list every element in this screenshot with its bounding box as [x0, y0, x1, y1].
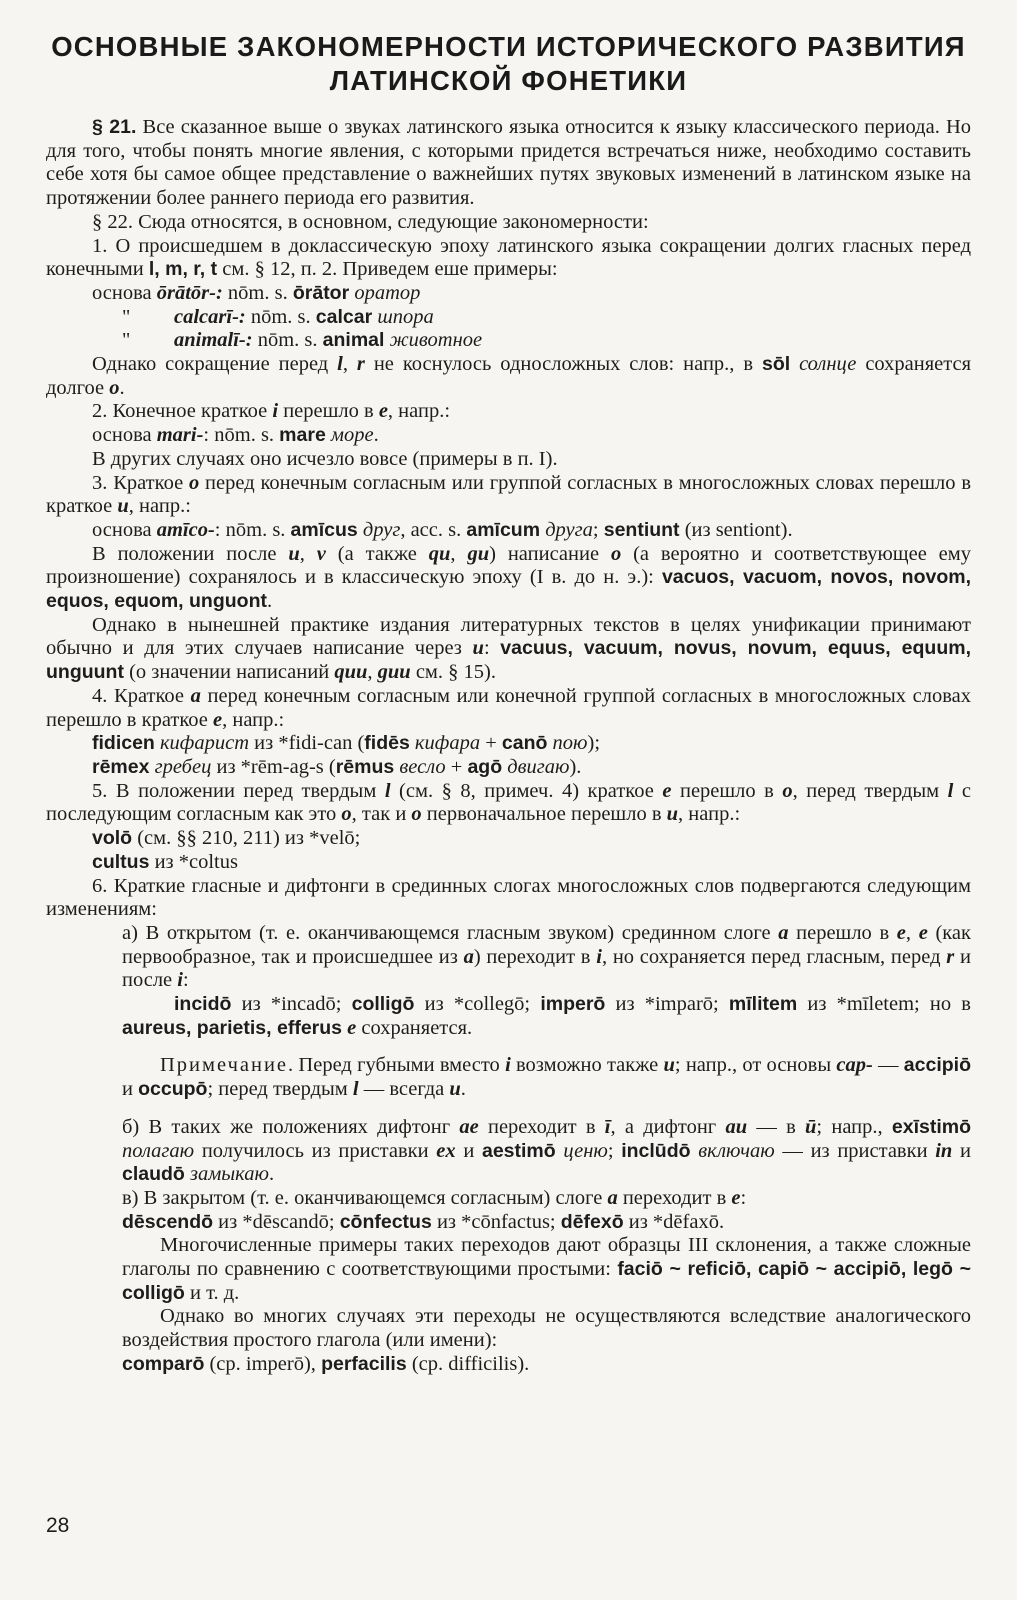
- text-run: (о значении написаний: [123, 661, 335, 684]
- text-run: amīcus: [290, 518, 358, 541]
- text-run: l: [337, 353, 343, 376]
- text-run: друг: [357, 518, 401, 541]
- text-run: agō: [467, 755, 503, 778]
- text-run: e: [731, 1186, 741, 1209]
- text-run: — всегда: [358, 1078, 450, 1101]
- text-run: сохраняется.: [356, 1016, 473, 1039]
- rule-6: [46, 875, 971, 922]
- text-run: море: [325, 424, 374, 447]
- text-run: (ср. difficilis).: [406, 1352, 530, 1375]
- text-run: fidēs: [364, 732, 410, 755]
- text-run: включаю: [690, 1139, 775, 1162]
- text-run: кифарист: [154, 732, 250, 755]
- text-run: incidō: [174, 993, 232, 1016]
- text-run: из *fidi-can (: [249, 732, 365, 755]
- rule-1: [46, 235, 971, 282]
- text-run: , напр.:: [387, 400, 451, 423]
- text-run: u: [449, 1078, 461, 1101]
- text-run: кифара: [409, 732, 481, 755]
- text-run: claudō: [122, 1163, 185, 1186]
- text-run: 1. О происшедшем в доклассическую эпоху латинского языка сокращении долгих гласных перед конечными: [46, 234, 971, 281]
- text-run: переходит в: [478, 1115, 605, 1138]
- text-run: aureus, parietis, efferus: [122, 1016, 343, 1039]
- title-line-1: ОСНОВНЫЕ ЗАКОНОМЕРНОСТИ ИСТОРИЧЕСКОГО РАЗВИТИЯ: [51, 31, 966, 62]
- text-run: ).: [569, 755, 582, 778]
- text-run: — в: [747, 1115, 806, 1138]
- text-run: (ср. imperō),: [204, 1352, 322, 1375]
- text-run: .: [460, 1078, 466, 1101]
- text-run: ,: [299, 542, 317, 565]
- text-run: ;: [607, 1139, 622, 1162]
- text-run: animalī-:: [174, 329, 253, 352]
- page-number: 28: [46, 1514, 70, 1537]
- text-run: mīlitem: [728, 993, 798, 1016]
- text-run: ,: [905, 921, 919, 944]
- text-run: и: [455, 1139, 482, 1162]
- rule-2-note: [46, 448, 971, 472]
- paragraph-s21: [46, 116, 971, 211]
- text-run: 6. Краткие гласные и дифтонги в срединных слогах многосложных слов подвергаются следующим изменениям:: [46, 874, 971, 921]
- text-run: возможно также: [510, 1054, 664, 1077]
- text-run: e: [347, 1016, 357, 1039]
- text-run: , acc. s.: [400, 518, 467, 541]
- text-run: ) переходит в: [473, 945, 597, 968]
- text-run: cōnfectus: [339, 1210, 432, 1233]
- text-run: canō: [501, 732, 548, 755]
- text-run: e: [378, 400, 388, 423]
- text-run: v: [316, 542, 326, 565]
- rule-6a-examples: [46, 993, 971, 1040]
- rule-6c: [46, 1187, 971, 1211]
- text-run: а) В открытом (т. е. оканчивающемся гласным звуком) срединном слоге: [122, 921, 779, 944]
- text-run: — из приставки: [774, 1139, 936, 1162]
- text-run: , напр.:: [128, 495, 191, 518]
- text-run: животное: [384, 329, 483, 352]
- text-run: quu: [334, 661, 368, 684]
- rule-6-para-exceptions: [46, 1305, 971, 1352]
- text-run: из *incadō;: [231, 993, 352, 1016]
- text-run: accipiō: [903, 1054, 971, 1077]
- text-run: ; напр.,: [816, 1115, 892, 1138]
- title-line-2: ЛАТИНСКОЙ ФОНЕТИКИ: [329, 65, 688, 96]
- text-run: nōm. s.: [245, 305, 316, 328]
- text-run: из *mīletem; но в: [797, 993, 971, 1016]
- text-run: o: [782, 779, 793, 802]
- rule-6c-examples: [46, 1211, 971, 1235]
- text-run: vacuus, vacuum, novus, novum, equus, equum, unguunt: [46, 637, 971, 684]
- text-run: l: [352, 1078, 359, 1101]
- text-run: dēscendō: [122, 1210, 214, 1233]
- text-run: u: [666, 803, 679, 826]
- text-run: l: [384, 779, 391, 802]
- text-run: ae: [459, 1115, 479, 1138]
- rule-3-para-2: [46, 543, 971, 614]
- text-run: оратор: [349, 281, 421, 304]
- text-run: a: [190, 684, 201, 707]
- text-run: inclūdō: [621, 1139, 691, 1162]
- rule-6-para-examples: [46, 1234, 971, 1305]
- text-run: первоначальное перешло в: [421, 803, 667, 826]
- text-run: см. § 15).: [410, 661, 496, 684]
- text-run: a: [607, 1186, 618, 1209]
- text-run: . Перед губными вместо: [288, 1054, 506, 1077]
- rule-3-para-3: [46, 614, 971, 685]
- text-run: +: [480, 732, 502, 755]
- text-run: из *imparō;: [605, 993, 729, 1016]
- text-run: l, m, r, t: [148, 258, 218, 281]
- text-run: перешло в: [671, 779, 783, 802]
- text-run: и т. д.: [184, 1281, 240, 1304]
- text-run: ū: [805, 1115, 817, 1138]
- text-run: и: [952, 1139, 971, 1162]
- text-run: +: [445, 755, 468, 778]
- text-run: mare: [279, 424, 326, 447]
- text-run: —: [872, 1054, 904, 1077]
- text-run: солнце: [790, 353, 857, 376]
- rule-6a: [46, 922, 971, 993]
- text-run: , напр.:: [678, 803, 741, 826]
- text-run: u: [117, 495, 129, 518]
- text-run: гребец: [149, 755, 212, 778]
- text-run: 2. Конечное краткое: [92, 400, 273, 423]
- text-run: e: [918, 921, 928, 944]
- text-run: основа: [92, 424, 157, 447]
- text-run: (см. § 8, примеч. 4) краткое: [390, 779, 663, 802]
- rule-4: [46, 685, 971, 732]
- text-run: : nōm. s.: [203, 424, 280, 447]
- text-run: из *cōnfactus;: [431, 1210, 561, 1233]
- text-run: б) В таких же положениях дифтонг: [122, 1115, 460, 1138]
- example-cultus: [46, 851, 971, 875]
- text-run: перешло в: [788, 921, 897, 944]
- text-run: , перед твердым: [792, 779, 948, 802]
- page-title: [46, 30, 971, 98]
- text-run: .: [268, 1163, 275, 1186]
- text-run: nōm. s.: [222, 281, 293, 304]
- text-run: e: [896, 921, 906, 944]
- page: [46, 30, 971, 1377]
- text-run: Многочисленные примеры таких переходов дают образцы III склонения, а также сложные глаголы по сравнению с соответствующими простыми:: [122, 1234, 971, 1281]
- text-run: весло: [394, 755, 446, 778]
- text-run: o: [411, 803, 422, 826]
- rule-2: [46, 400, 971, 424]
- text-run: ,: [342, 353, 357, 376]
- text-run: a: [463, 945, 474, 968]
- text-run: перешло в: [278, 400, 379, 423]
- section-number: § 21.: [92, 116, 137, 138]
- text-run: В положении после: [92, 542, 289, 565]
- text-run: mari-: [156, 424, 204, 447]
- text-run: (а вероятно и соответствующее ему произношение) сохранялось и в классическую эпоху (I в. до н. э.):: [46, 542, 972, 589]
- text-run: ; напр., от основы: [674, 1054, 837, 1077]
- paragraph-s22: [46, 211, 971, 235]
- text-run: calcarī-:: [174, 305, 246, 328]
- text-run: imperō: [540, 993, 606, 1016]
- text-run: u: [472, 637, 484, 660]
- text-run: Однако сокращение перед: [92, 353, 338, 376]
- text-run: перед конечным согласным или конечной группой согласных в многосложных словах перешло в краткое: [46, 684, 971, 731]
- text-run: .: [119, 376, 125, 399]
- spacer: [46, 1040, 971, 1054]
- text-run: rēmus: [335, 755, 395, 778]
- text-run: o: [109, 376, 120, 399]
- text-run: (из sentiont).: [679, 518, 793, 541]
- text-run: ōrātōr-:: [156, 281, 223, 304]
- text-run: из *dēfaxō.: [623, 1210, 725, 1233]
- text-run: l: [947, 779, 954, 802]
- text-run: Однако в нынешней практике издания литературных текстов в целях унификации принимают обычно и для этих случаев написание через: [46, 613, 971, 660]
- text-run: :: [483, 637, 501, 660]
- text-run: ,: [450, 542, 468, 565]
- text-run: vacuos, vacuom, novos, novom, equos, equom, unguont: [46, 566, 971, 613]
- text-run: au: [725, 1115, 748, 1138]
- text-body: [46, 116, 971, 1377]
- rule-1-note: [46, 353, 971, 400]
- text-run: 5. В положении перед твердым: [92, 779, 385, 802]
- text-run: основа: [92, 518, 157, 541]
- text-run: i: [177, 969, 183, 992]
- example-calcari: [46, 306, 971, 330]
- text-run: calcar: [315, 305, 373, 328]
- text-run: полагаю: [122, 1139, 195, 1162]
- text-run: с последующим согласным как это: [46, 779, 971, 826]
- text-run: dēfexō: [560, 1210, 624, 1233]
- text-run: В других случаях оно исчезло вовсе (примеры в п. I).: [92, 447, 558, 470]
- text-run: : nōm. s.: [214, 518, 291, 541]
- text-run: cap-: [836, 1054, 873, 1077]
- example-mari: [46, 424, 971, 448]
- text-run: sentiunt: [603, 518, 680, 541]
- text-run: замыкаю: [184, 1163, 269, 1186]
- text-run: , напр.:: [222, 708, 285, 731]
- text-run: i: [596, 945, 602, 968]
- text-run: o: [188, 471, 200, 494]
- rule-3: [46, 472, 971, 519]
- spacer: [46, 1102, 971, 1116]
- text-run: ) написание: [489, 542, 611, 565]
- text-run: перед конечным согласным или группой согласных в многосложных словах перешло в краткое: [46, 471, 971, 518]
- text-run: ценю: [555, 1139, 608, 1162]
- text-run: comparō: [122, 1352, 205, 1375]
- text-run: Примечание: [160, 1054, 289, 1077]
- text-run: ; перед твердым: [207, 1078, 353, 1101]
- text-run: guu: [377, 661, 411, 684]
- text-run: amīcum: [466, 518, 541, 541]
- text-run: из *coltus: [149, 850, 238, 873]
- text-run: § 22. Сюда относятся, в основном, следующие закономерности:: [92, 210, 649, 233]
- text-run: ": [122, 329, 131, 352]
- text-run: volō: [92, 827, 133, 850]
- text-run: см. § 12, п. 2. Приведем еше примеры:: [217, 258, 558, 281]
- text-run: 3. Краткое: [92, 471, 189, 494]
- text-run: , так и: [351, 803, 412, 826]
- text-run: в) В закрытом (т. е. оканчивающемся согласным) слоге: [122, 1186, 608, 1209]
- text-run: r: [946, 945, 955, 968]
- text-run: perfacilis: [321, 1352, 407, 1375]
- text-run: , а дифтонг: [610, 1115, 726, 1138]
- text-run: , но сохраняется перед гласным, перед: [601, 945, 947, 968]
- rule-6a-note: [46, 1054, 971, 1101]
- example-remex: [46, 756, 971, 780]
- text-run: ōrātor: [292, 281, 350, 304]
- text-run: a: [778, 921, 789, 944]
- text-run: fidicen: [92, 732, 155, 755]
- text-run: .: [266, 590, 273, 613]
- text-run: ;: [592, 518, 604, 541]
- text-run: o: [341, 803, 352, 826]
- text-run: exīstimō: [891, 1115, 971, 1138]
- text-run: );: [587, 732, 601, 755]
- example-oratorr: [46, 282, 971, 306]
- text-run: amīco-: [156, 518, 215, 541]
- text-run: e: [662, 779, 672, 802]
- rule-5: [46, 780, 971, 827]
- text-run: из *dēscandō;: [213, 1210, 340, 1233]
- example-fidicen: [46, 732, 971, 756]
- text-run: aestimō: [481, 1139, 556, 1162]
- text-run: .: [373, 424, 379, 447]
- text-run: пою: [547, 732, 588, 755]
- text-run: i: [505, 1054, 511, 1077]
- text-run: переходит в: [617, 1186, 732, 1209]
- text-run: sōl: [761, 353, 791, 376]
- example-amico: [46, 519, 971, 543]
- text-run: qu: [428, 542, 451, 565]
- text-run: in: [935, 1139, 953, 1162]
- text-run: r: [356, 353, 365, 376]
- text-run: (см. §§ 210, 211) из *velō;: [132, 827, 361, 850]
- text-run: :: [740, 1186, 747, 1209]
- text-run: animal: [322, 329, 385, 352]
- text-run: u: [663, 1054, 675, 1077]
- text-run: (как первообразное, так и происшедшее из: [122, 921, 971, 968]
- text-run: друга: [540, 518, 593, 541]
- text-run: ī: [604, 1115, 611, 1138]
- text-run: e: [213, 708, 223, 731]
- text-run: colligō: [351, 993, 415, 1016]
- text-run: шпора: [372, 305, 434, 328]
- text-run: сохраняется долгое: [46, 353, 971, 399]
- text-run: i: [272, 400, 279, 423]
- text-run: ,: [367, 661, 378, 684]
- text-run: не коснулось односложных слов: напр., в: [364, 353, 762, 376]
- text-run: основа: [92, 281, 157, 304]
- text-run: из *rēm-ag-s (: [211, 755, 336, 778]
- text-run: cultus: [92, 850, 150, 873]
- text-run: occupō: [138, 1078, 208, 1101]
- text-run: o: [610, 542, 622, 565]
- text-run: получилось из приставки: [194, 1139, 437, 1162]
- text-run: ex: [436, 1139, 456, 1162]
- text-run: (а также: [325, 542, 429, 565]
- text-run: и после: [122, 945, 971, 992]
- text-run: nōm. s.: [252, 329, 323, 352]
- text-run: ": [122, 305, 131, 328]
- text-run: rēmex: [92, 755, 150, 778]
- example-animali: [46, 329, 971, 353]
- text-run: faciō ~ reficiō, capiō ~ accipiō, legō ~ colligō: [122, 1258, 971, 1304]
- text-run: u: [288, 542, 300, 565]
- rule-6b: [46, 1116, 971, 1187]
- text-run: и: [122, 1078, 139, 1101]
- text-run: :: [183, 969, 189, 992]
- text-run: Все сказанное выше о звуках латинского языка относится к языку классического периода. Но для того, чтобы понять многие явления, с которыми придется встречаться ниже, необходимо составить себе хотя бы самое общее представление о важнейших путях звуковых изменений в латинском языке на протяжении более раннего периода его развития.: [46, 116, 972, 210]
- text-run: 4. Краткое: [92, 684, 191, 707]
- text-run: из *collegō;: [414, 993, 541, 1016]
- text-run: Однако во многих случаях эти переходы не осуществляются вследствие аналогического воздействия простого глагола (или имени):: [122, 1305, 971, 1352]
- rule-6-exception-examples: [46, 1353, 971, 1377]
- text-run: двигаю: [502, 755, 570, 778]
- text-run: gu: [467, 542, 490, 565]
- example-volo: [46, 827, 971, 851]
